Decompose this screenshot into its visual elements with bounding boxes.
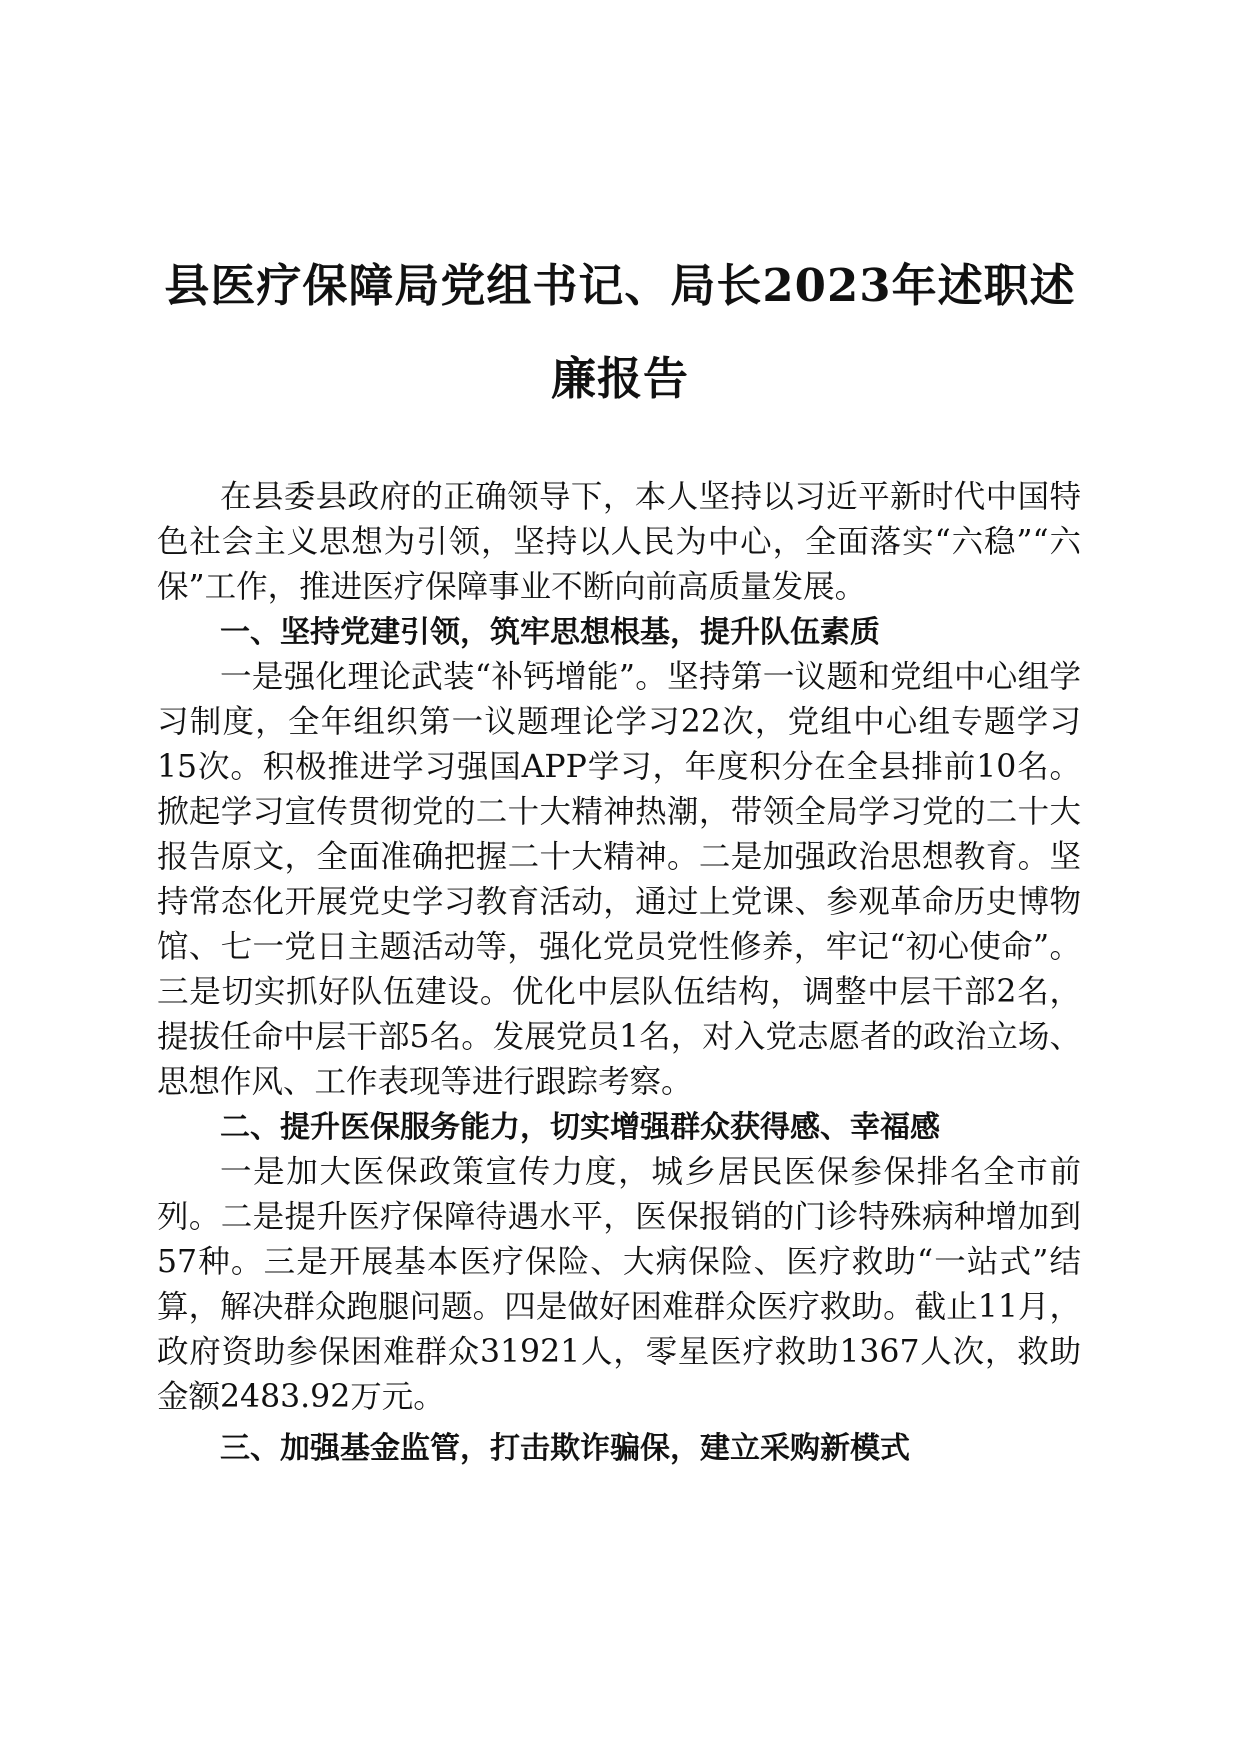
section-2-paragraph: 一是加大医保政策宣传力度，城乡居民医保参保排名全市前列。二是提升医疗保障待遇水平，医保报销的门诊特殊病种增加到57种。三是开展基本医疗保险、大病保险、医疗救助“一站式”结算，解决群众跑腿问题。四是做好困难群众医疗救助。截止11月，政府资助参保困难群众31921人，零星医疗救助1367人次，救助金额2483.92万元。 [157,1154,1081,1415]
section-3-heading: 三、加强基金监管，打击欺诈骗保，建立采购新模式 [220,1431,910,1466]
document-body [157,475,1081,1471]
document-title-line-1: 县医疗保障局党组书记、局长2023年述职述 [164,259,1076,312]
section-1-heading: 一、坚持党建引领，筑牢思想根基，提升队伍素质 [220,615,880,650]
document-title-line-2: 廉报告 [550,352,689,405]
section-2-heading: 二、提升医保服务能力，切实增强群众获得感、幸福感 [220,1110,940,1145]
intro-paragraph: 在县委县政府的正确领导下，本人坚持以习近平新时代中国特色社会主义思想为引领，坚持以人民为中心，全面落实“六稳”“六保”工作，推进医疗保障事业不断向前高质量发展。 [157,479,1081,605]
section-1-paragraph: 一是强化理论武装“补钙增能”。坚持第一议题和党组中心组学习制度，全年组织第一议题理论学习22次，党组中心组专题学习15次。积极推进学习强国APP学习，年度积分在全县排前10名。掀起学习宣传贯彻党的二十大精神热潮，带领全局学习党的二十大报告原文，全面准确把握二十大精神。二是加强政治思想教育。坚持常态化开展党史学习教育活动，通过上党课、参观革命历史博物馆、七一党日主题活动等，强化党员党性修养，牢记“初心使命”。三是切实抓好队伍建设。优化中层队伍结构，调整中层干部2名，提拔任命中层干部5名。发展党员1名，对入党志愿者的政治立场、思想作风、工作表现等进行跟踪考察。 [157,659,1081,1100]
